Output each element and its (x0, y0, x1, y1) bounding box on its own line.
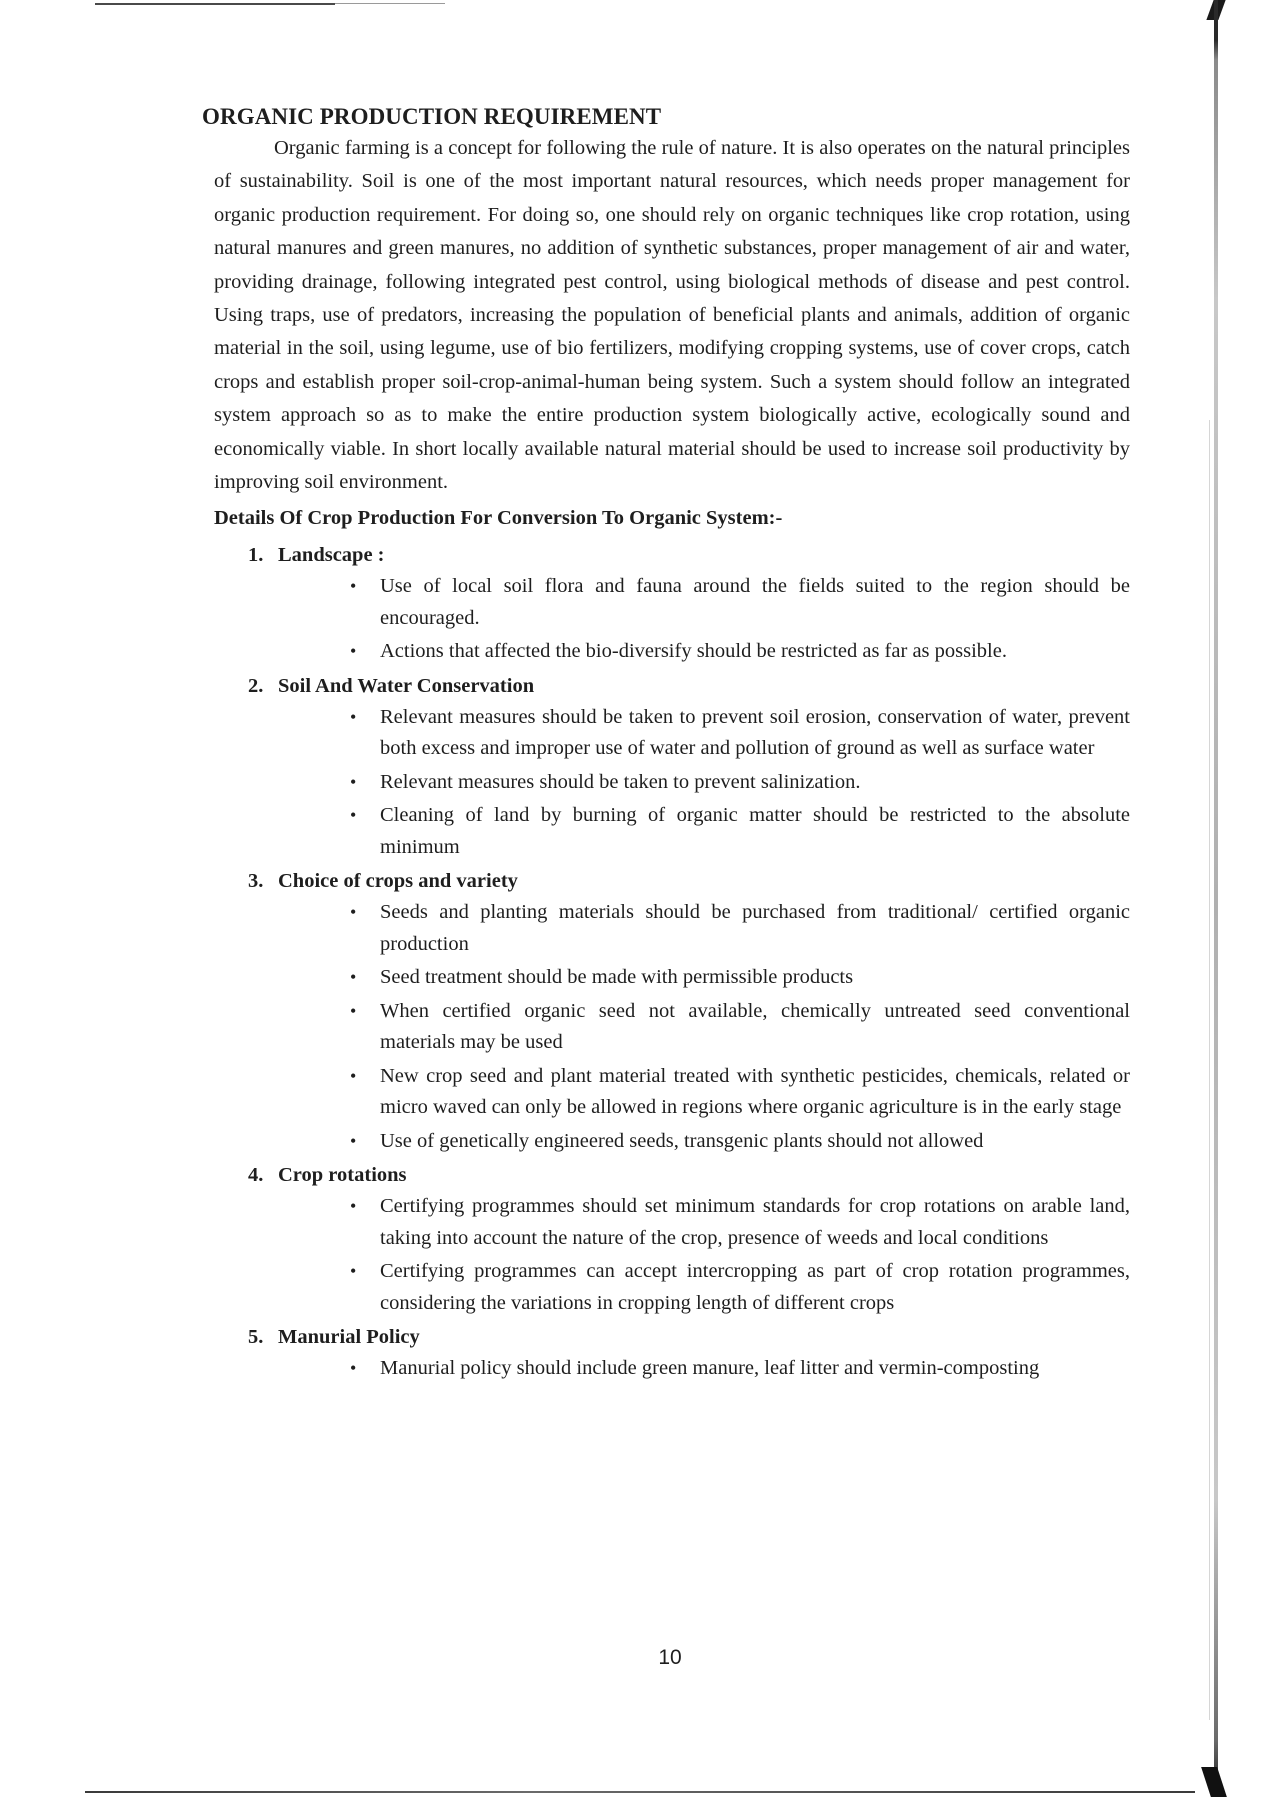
list-item-text: Cleaning of land by burning of organic matter should be restricted to the absolute minimum (380, 804, 1130, 858)
section-title (248, 1159, 1130, 1191)
list-item-text: Certifying programmes can accept intercropping as part of crop rotation programmes, considering the variations in cropping length of different crops (380, 1260, 1130, 1314)
bullet-dot-icon: • (350, 771, 357, 792)
scan-edge-top (95, 3, 335, 5)
details-sub-heading: Details Of Crop Production For Conversion To Organic System:- (214, 507, 783, 530)
section-number: 5. (248, 1326, 264, 1349)
bullet-dot-icon: • (350, 1358, 357, 1379)
list-item-text: Relevant measures should be taken to prevent soil erosion, conservation of water, prevent both excess and improper use of water and pollution of ground as well as surface water (380, 705, 1130, 760)
list-item (348, 767, 1130, 799)
bullet-list (248, 1353, 1130, 1385)
list-item-text: When certified organic seed not available, chemically untreated seed conventional materials may be used (380, 999, 1130, 1054)
list-item (348, 1256, 1130, 1319)
section (248, 865, 1130, 1157)
list-item-text: Certifying programmes should set minimum standards for crop rotations on arable land, taking into account the nature of the crop, presence of weeds and local conditions (380, 1195, 1130, 1249)
list-item-text: Actions that affected the bio-diversify should be restricted as far as possible. (380, 640, 1007, 663)
list-item-text: Use of local soil flora and fauna around the fields suited to the region should be encouraged. (380, 575, 1130, 629)
sections-list (202, 539, 1130, 1385)
section-number: 2. (248, 674, 264, 697)
bullet-dot-icon: • (350, 1065, 357, 1086)
bullet-list (248, 702, 1130, 864)
bullet-dot-icon: • (350, 1000, 357, 1021)
list-item-text: Seeds and planting materials should be purchased from traditional/ certified organic production (380, 901, 1130, 955)
section (248, 1159, 1130, 1319)
section-title-text: Crop rotations (278, 1164, 407, 1187)
list-item (348, 1191, 1130, 1254)
list-item (348, 571, 1130, 634)
page-number: 10 (658, 1646, 682, 1669)
section-title-text: Landscape : (278, 544, 385, 567)
list-item-text: Use of genetically engineered seeds, transgenic plants should not allowed (380, 1129, 984, 1152)
bullet-list (248, 1191, 1130, 1319)
list-item (348, 1126, 1130, 1158)
section (248, 539, 1130, 668)
section-title-text: Manurial Policy (278, 1326, 420, 1349)
list-item (348, 800, 1130, 863)
bullet-dot-icon: • (350, 1130, 357, 1151)
scan-edge-right (1214, 0, 1218, 1797)
list-item (348, 1061, 1130, 1124)
bullet-dot-icon: • (350, 641, 357, 662)
scan-edge-right-inner (1209, 420, 1210, 1720)
section-title-text: Soil And Water Conservation (278, 674, 535, 697)
list-item-text: New crop seed and plant material treated with synthetic pesticides, chemicals, related or micro waved can only be allowed in regions where organic agriculture is in the early stage (380, 1064, 1130, 1119)
bullet-list (248, 571, 1130, 668)
page-heading: ORGANIC PRODUCTION REQUIREMENT (202, 104, 662, 129)
bullet-dot-icon: • (350, 902, 357, 923)
bullet-dot-icon: • (350, 1196, 357, 1217)
bullet-dot-icon: • (350, 706, 357, 727)
bullet-dot-icon: • (350, 805, 357, 826)
section-title (248, 670, 1130, 702)
scan-edge-top-faint (335, 3, 445, 4)
list-item (348, 897, 1130, 960)
list-item (348, 962, 1130, 994)
page-content (202, 104, 1130, 1387)
section-title-text: Choice of crops and variety (278, 870, 518, 893)
list-item-text: Manurial policy should include green manure, leaf litter and vermin-composting (380, 1357, 1040, 1380)
section-number: 1. (248, 544, 264, 567)
scan-corner-bottom (1201, 1767, 1227, 1797)
bullet-dot-icon: • (350, 1261, 357, 1282)
bullet-list (248, 897, 1130, 1157)
section-title (248, 539, 1130, 571)
section (248, 670, 1130, 864)
section-number: 4. (248, 1164, 264, 1187)
intro-paragraph (202, 132, 1130, 499)
scan-edge-bottom (85, 1791, 1195, 1793)
list-item-text: Seed treatment should be made with permissible products (380, 966, 854, 989)
intro-paragraph-text: Organic farming is a concept for following the rule of nature. It is also operates on the natural principles of sustainability. Soil is one of the most important natural resources, which needs proper management for organic production requirement. For doing so, one should rely on organic techniques like crop rotation, using natural manures and green manures, no addition of synthetic substances, proper management of air and water, providing drainage, following integrated pest control, using biological methods of disease and pest control. Using traps, use of predators, increasing the population of beneficial plants and animals, addition of organic material in the soil, using legume, use of bio fertilizers, modifying cropping systems, use of cover crops, catch crops and establish proper soil-crop-animal-human being system. Such a system should follow an integrated system approach so as to make the entire production system biologically active, ecologically sound and economically viable. In short locally available natural material should be used to increase soil productivity by improving soil environment. (214, 137, 1130, 494)
list-item (348, 702, 1130, 765)
section-title (248, 865, 1130, 897)
list-item (348, 996, 1130, 1059)
list-item-text: Relevant measures should be taken to prevent salinization. (380, 770, 861, 793)
bullet-dot-icon: • (350, 967, 357, 988)
bullet-dot-icon: • (350, 576, 357, 597)
section (248, 1321, 1130, 1385)
section-number: 3. (248, 870, 264, 893)
section-title (248, 1321, 1130, 1353)
list-item (348, 636, 1130, 668)
list-item (348, 1353, 1130, 1385)
